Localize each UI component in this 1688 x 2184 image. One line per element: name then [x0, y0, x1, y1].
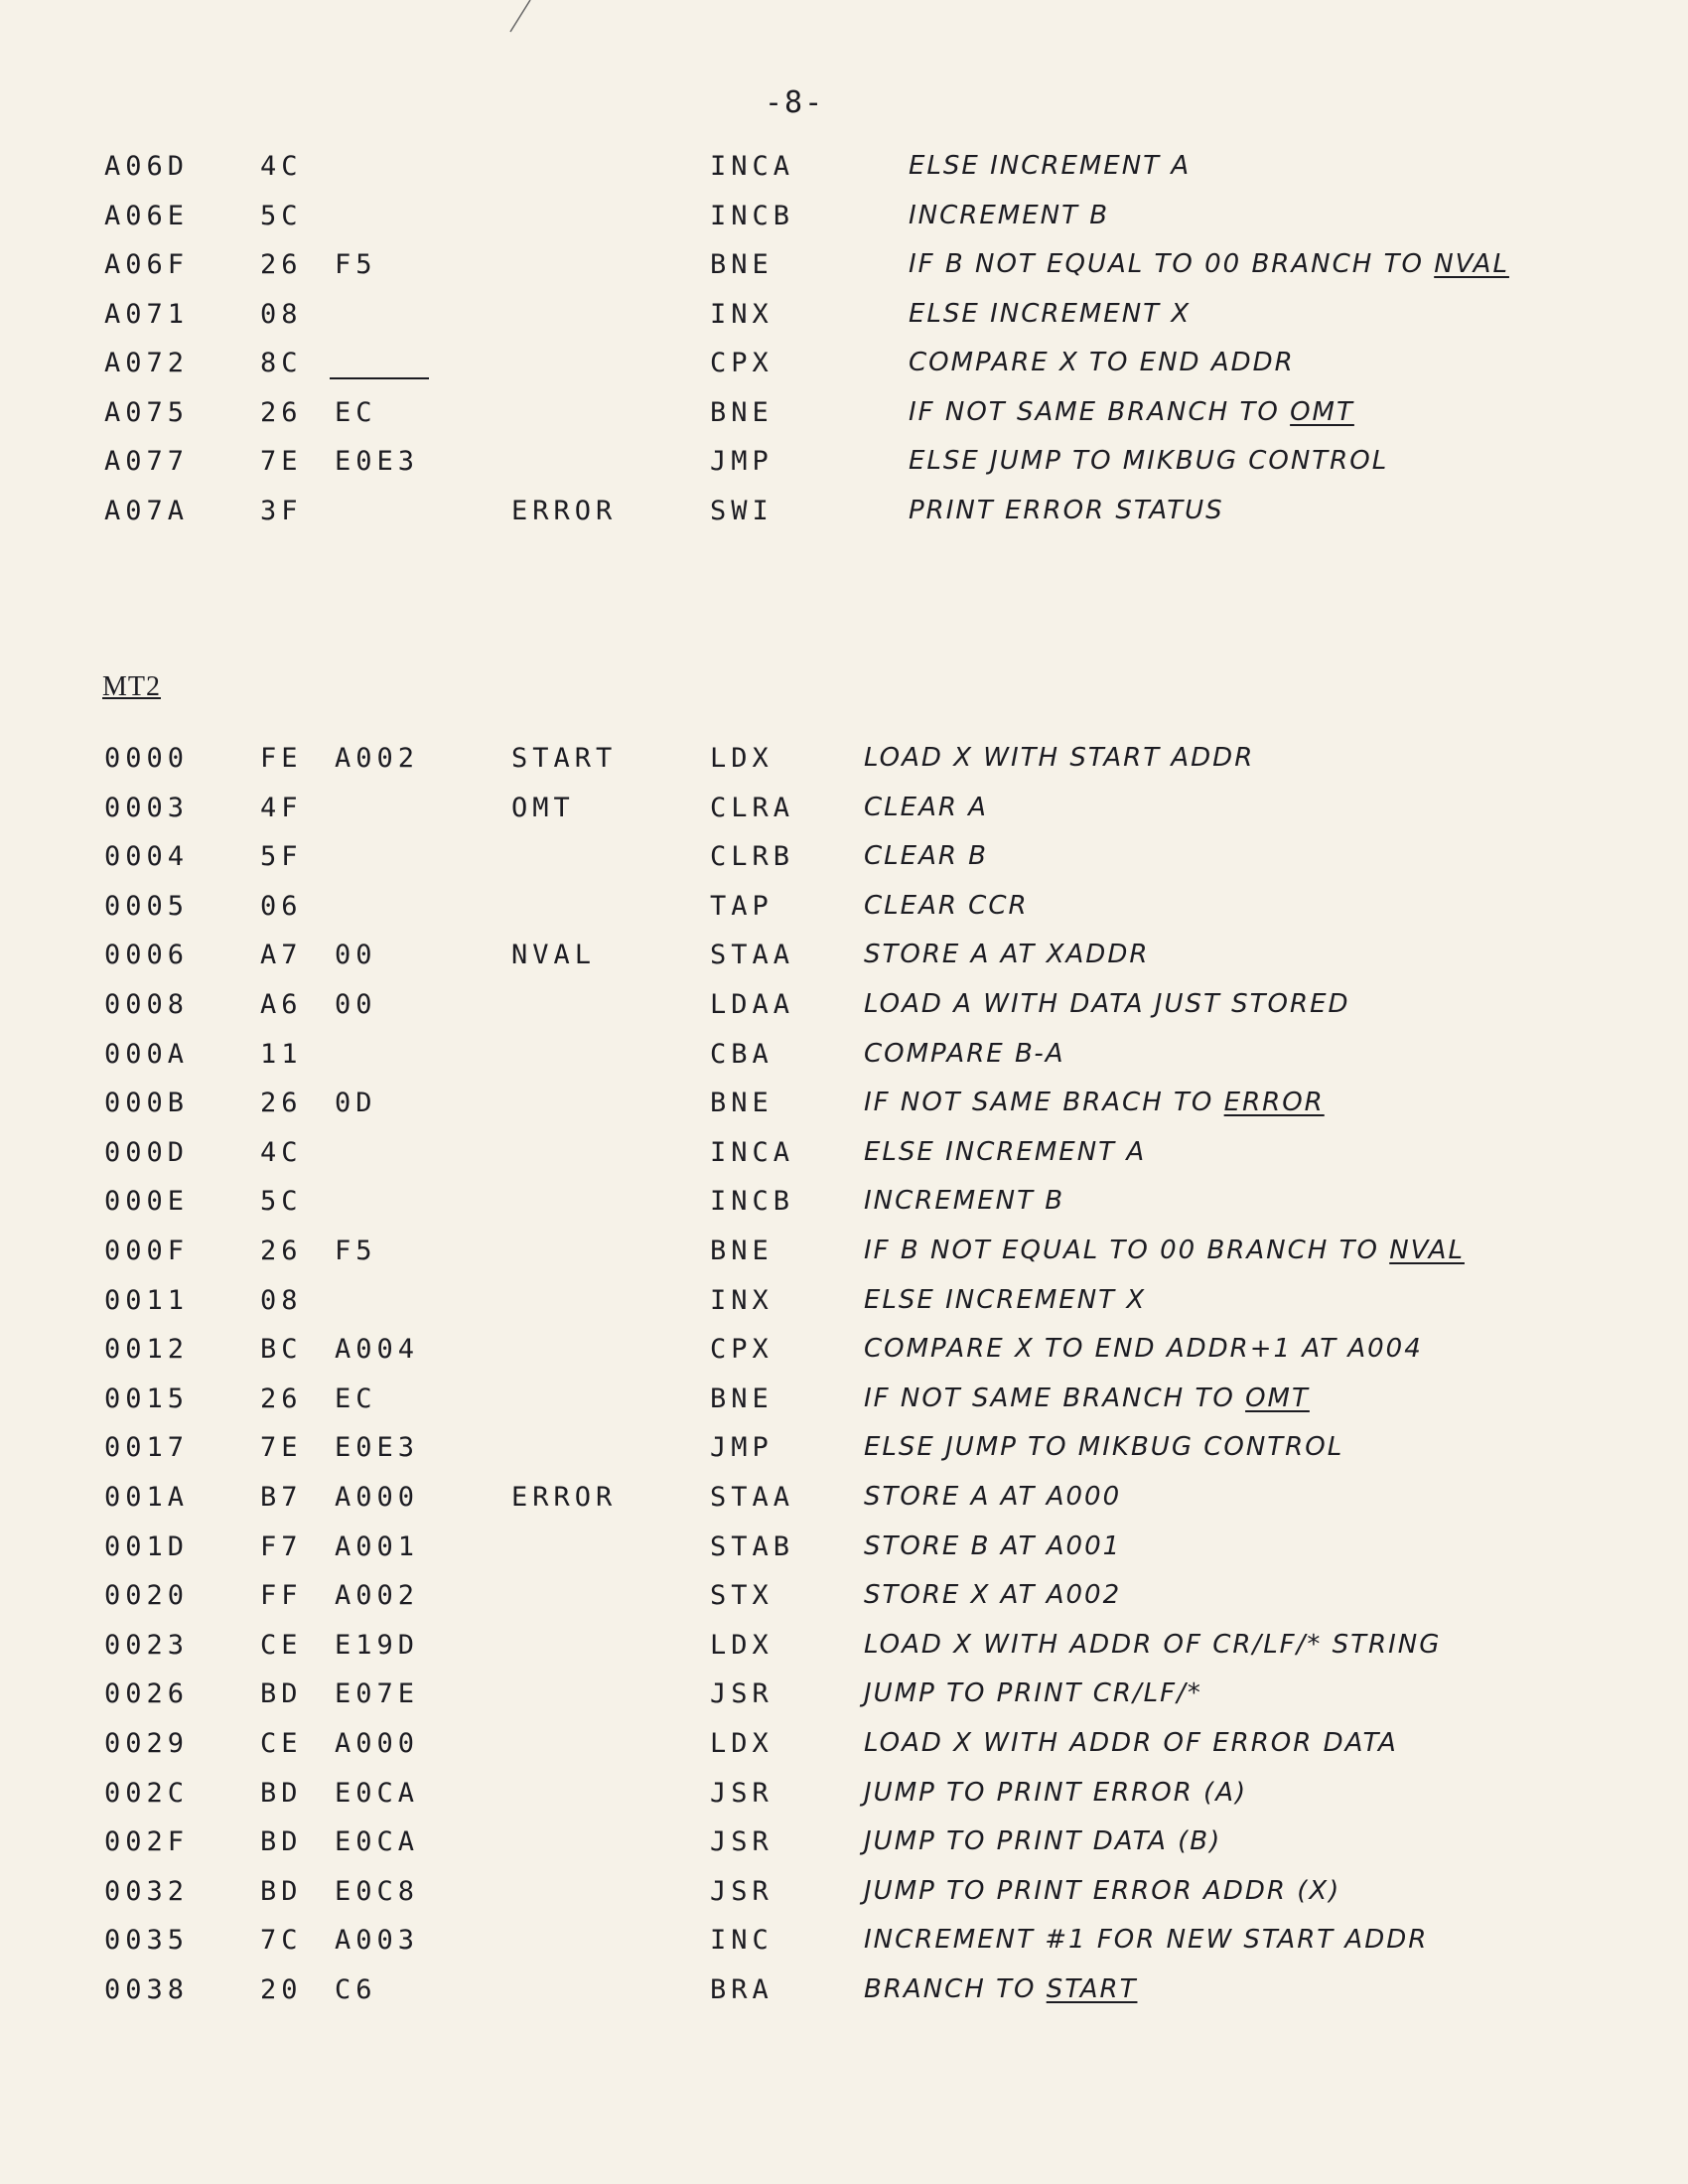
mnemonic-cell: INX	[710, 1284, 774, 1316]
listing-row	[0, 989, 1688, 1037]
opcode-cell: 7E	[260, 446, 303, 477]
comment-text: ELSE INCREMENT A	[909, 151, 1192, 181]
operand-cell: 00	[335, 940, 377, 971]
address-cell: A075	[104, 396, 190, 428]
opcode-cell: 5C	[260, 200, 303, 231]
comment-target-label: START	[1046, 1974, 1138, 2004]
comment-text: CLEAR CCR	[864, 890, 1029, 921]
mnemonic-cell: INCA	[710, 151, 795, 182]
address-cell: 0012	[104, 1334, 190, 1366]
opcode-cell: BD	[260, 1826, 303, 1858]
operand-cell: A003	[335, 1925, 420, 1957]
opcode-cell: B7	[260, 1482, 303, 1513]
address-cell: 000F	[104, 1236, 190, 1266]
mnemonic-cell: STAB	[710, 1530, 795, 1562]
comment-text: ELSE INCREMENT X	[909, 298, 1192, 329]
comment-cell	[864, 891, 1029, 921]
listing-row	[0, 891, 1688, 939]
listing-row	[0, 249, 1688, 297]
mnemonic-cell: CPX	[710, 1334, 774, 1366]
comment-text: COMPARE B-A	[864, 1038, 1065, 1069]
address-cell: 0011	[104, 1284, 190, 1316]
listing-row	[0, 1580, 1688, 1628]
comment-text: LOAD X WITH ADDR OF ERROR DATA	[864, 1728, 1398, 1758]
opcode-cell: 26	[260, 1383, 303, 1414]
opcode-cell: 4C	[260, 1136, 303, 1168]
operand-cell: E0E3	[335, 446, 420, 477]
address-cell: 0006	[104, 940, 190, 971]
label-cell: NVAL	[511, 940, 597, 971]
corner-pen-mark	[496, 0, 536, 40]
address-cell: 001D	[104, 1530, 190, 1562]
opcode-cell: 5F	[260, 841, 303, 873]
comment-cell	[864, 1186, 1064, 1216]
address-cell: 0003	[104, 792, 190, 823]
address-cell: A07A	[104, 495, 190, 526]
operand-cell: A002	[335, 743, 420, 774]
comment-cell	[909, 299, 1191, 329]
operand-cell: EC	[335, 396, 377, 428]
comment-text: JUMP TO PRINT ERROR (A)	[864, 1777, 1248, 1808]
comment-cell	[864, 1678, 1202, 1708]
listing-row	[0, 1876, 1688, 1924]
address-cell: 0026	[104, 1678, 190, 1710]
mnemonic-cell: INX	[710, 298, 774, 330]
comment-cell	[864, 1039, 1065, 1069]
comment-cell	[864, 1974, 1137, 2004]
operand-blank-line	[330, 377, 429, 379]
label-cell: OMT	[511, 792, 575, 823]
label-cell: START	[511, 743, 618, 774]
listing-row	[0, 1432, 1688, 1480]
listing-row	[0, 1482, 1688, 1529]
mnemonic-cell: INCA	[710, 1136, 795, 1168]
comment-cell	[864, 1630, 1441, 1660]
mnemonic-cell: LDX	[710, 1629, 774, 1661]
mnemonic-cell: SWI	[710, 495, 774, 526]
comment-text: JUMP TO PRINT ERROR ADDR (X)	[864, 1875, 1341, 1906]
opcode-cell: 7C	[260, 1925, 303, 1957]
listing-row	[0, 201, 1688, 248]
opcode-cell: 4C	[260, 151, 303, 182]
listing-row	[0, 1039, 1688, 1087]
opcode-cell: BD	[260, 1777, 303, 1809]
operand-cell: A000	[335, 1728, 420, 1759]
operand-cell: A001	[335, 1530, 420, 1562]
comment-cell	[909, 201, 1109, 230]
comment-text: STORE A AT XADDR	[864, 940, 1150, 970]
address-cell: 000A	[104, 1038, 190, 1070]
operand-cell: E19D	[335, 1629, 420, 1661]
address-cell: 0020	[104, 1580, 190, 1612]
listing-row	[0, 1334, 1688, 1382]
listing-row	[0, 397, 1688, 445]
comment-text: INCREMENT #1 FOR NEW START ADDR	[864, 1925, 1429, 1956]
opcode-cell: BD	[260, 1875, 303, 1907]
listing-row	[0, 1383, 1688, 1431]
comment-text: INCREMENT B	[909, 200, 1110, 230]
opcode-cell: 11	[260, 1038, 303, 1070]
listing-row	[0, 496, 1688, 543]
listing-row	[0, 1236, 1688, 1283]
address-cell: 000E	[104, 1186, 190, 1218]
comment-cell	[909, 397, 1354, 427]
listing-row	[0, 1728, 1688, 1776]
listing-row	[0, 1925, 1688, 1972]
comment-cell	[864, 1482, 1121, 1512]
opcode-cell: 06	[260, 890, 303, 922]
opcode-cell: FE	[260, 743, 303, 774]
mnemonic-cell: CLRA	[710, 792, 795, 823]
comment-cell	[909, 446, 1388, 476]
comment-cell	[864, 1432, 1343, 1462]
opcode-cell: 7E	[260, 1432, 303, 1464]
comment-cell	[864, 1580, 1121, 1610]
page-number: -8-	[765, 85, 825, 120]
listing-row	[0, 299, 1688, 347]
listing-row	[0, 1826, 1688, 1874]
mnemonic-cell: TAP	[710, 890, 774, 922]
comment-text: IF NOT SAME BRANCH TO	[864, 1383, 1246, 1413]
operand-cell: E07E	[335, 1678, 420, 1710]
comment-cell	[864, 1285, 1146, 1315]
comment-cell	[864, 1925, 1428, 1955]
opcode-cell: CE	[260, 1728, 303, 1759]
address-cell: 0035	[104, 1925, 190, 1957]
listing-row	[0, 1285, 1688, 1333]
comment-cell	[864, 1383, 1310, 1413]
listing-row	[0, 793, 1688, 840]
comment-text: ELSE JUMP TO MIKBUG CONTROL	[864, 1432, 1344, 1463]
listing-row	[0, 151, 1688, 199]
comment-text: IF B NOT EQUAL TO 00 BRANCH TO	[909, 249, 1435, 279]
comment-cell	[864, 1088, 1325, 1117]
listing-row	[0, 940, 1688, 987]
comment-text: PRINT ERROR STATUS	[909, 495, 1224, 525]
mnemonic-cell: BNE	[710, 1236, 774, 1266]
address-cell: 0004	[104, 841, 190, 873]
comment-cell	[864, 1876, 1340, 1906]
operand-cell: E0CA	[335, 1826, 420, 1858]
mnemonic-cell: BRA	[710, 1974, 774, 2005]
comment-cell	[864, 1778, 1247, 1808]
comment-cell	[864, 1531, 1121, 1561]
comment-cell	[864, 940, 1149, 969]
opcode-cell: 26	[260, 1236, 303, 1266]
comment-text: JUMP TO PRINT CR/LF/*	[864, 1678, 1202, 1709]
comment-text: CLEAR B	[864, 841, 989, 872]
address-cell: 0029	[104, 1728, 190, 1759]
comment-target-label: OMT	[1245, 1383, 1310, 1413]
opcode-cell: BC	[260, 1334, 303, 1366]
comment-cell	[864, 841, 988, 871]
mnemonic-cell: BNE	[710, 249, 774, 280]
mnemonic-cell: JMP	[710, 446, 774, 477]
opcode-cell: F7	[260, 1530, 303, 1562]
mnemonic-cell: INC	[710, 1925, 774, 1957]
mnemonic-cell: CLRB	[710, 841, 795, 873]
address-cell: A072	[104, 348, 190, 378]
operand-cell: 0D	[335, 1088, 377, 1119]
listing-row	[0, 743, 1688, 791]
operand-cell: F5	[335, 249, 377, 280]
operand-cell: E0E3	[335, 1432, 420, 1464]
operand-cell: F5	[335, 1236, 377, 1266]
mnemonic-cell: INCB	[710, 1186, 795, 1218]
address-cell: A077	[104, 446, 190, 477]
address-cell: 002F	[104, 1826, 190, 1858]
comment-cell	[864, 1728, 1398, 1758]
opcode-cell: 3F	[260, 495, 303, 526]
comment-text: INCREMENT B	[864, 1186, 1065, 1217]
opcode-cell: 08	[260, 298, 303, 330]
comment-cell	[864, 989, 1350, 1019]
listing-row	[0, 1678, 1688, 1726]
listing-row	[0, 1630, 1688, 1677]
listing-row	[0, 1186, 1688, 1234]
comment-text: STORE X AT A002	[864, 1580, 1122, 1611]
comment-cell	[864, 1334, 1423, 1364]
comment-text: STORE B AT A001	[864, 1530, 1122, 1561]
operand-cell: E0C8	[335, 1875, 420, 1907]
mnemonic-cell: STAA	[710, 1482, 795, 1513]
comment-cell	[909, 151, 1191, 181]
address-cell: A06E	[104, 200, 190, 231]
comment-target-label: ERROR	[1223, 1088, 1325, 1118]
address-cell: A06D	[104, 151, 190, 182]
operand-cell: A002	[335, 1580, 420, 1612]
comment-cell	[864, 743, 1254, 773]
opcode-cell: 26	[260, 396, 303, 428]
comment-text: BRANCH TO	[864, 1974, 1047, 2004]
listing-row	[0, 1778, 1688, 1825]
mnemonic-cell: LDX	[710, 1728, 774, 1759]
address-cell: 0023	[104, 1629, 190, 1661]
comment-text: CLEAR A	[864, 792, 988, 822]
operand-cell: EC	[335, 1383, 377, 1414]
section-title: MT2	[102, 671, 161, 702]
comment-cell	[909, 496, 1224, 525]
comment-text: COMPARE X TO END ADDR+1 AT A004	[864, 1334, 1423, 1365]
mnemonic-cell: JSR	[710, 1875, 774, 1907]
comment-text: ELSE INCREMENT X	[864, 1284, 1147, 1315]
mnemonic-cell: CPX	[710, 348, 774, 378]
address-cell: 0005	[104, 890, 190, 922]
operand-cell: E0CA	[335, 1777, 420, 1809]
opcode-cell: FF	[260, 1580, 303, 1612]
listing-row	[0, 1974, 1688, 2022]
comment-target-label: OMT	[1290, 396, 1354, 427]
label-cell: ERROR	[511, 1482, 618, 1513]
comment-text: LOAD X WITH ADDR OF CR/LF/* STRING	[864, 1629, 1442, 1660]
operand-cell: 00	[335, 989, 377, 1020]
comment-cell	[864, 1826, 1221, 1856]
mnemonic-cell: STX	[710, 1580, 774, 1612]
opcode-cell: 8C	[260, 348, 303, 378]
mnemonic-cell: JSR	[710, 1826, 774, 1858]
listing-row	[0, 446, 1688, 494]
opcode-cell: 08	[260, 1284, 303, 1316]
address-cell: 0017	[104, 1432, 190, 1464]
opcode-cell: 20	[260, 1974, 303, 2005]
mnemonic-cell: BNE	[710, 1383, 774, 1414]
comment-text: COMPARE X TO END ADDR	[909, 348, 1295, 377]
address-cell: 0015	[104, 1383, 190, 1414]
opcode-cell: A6	[260, 989, 303, 1020]
label-cell: ERROR	[511, 495, 618, 526]
comment-text: ELSE INCREMENT A	[864, 1136, 1147, 1167]
opcode-cell: 26	[260, 1088, 303, 1119]
opcode-cell: A7	[260, 940, 303, 971]
opcode-cell: CE	[260, 1629, 303, 1661]
address-cell: A071	[104, 298, 190, 330]
address-cell: 000B	[104, 1088, 190, 1119]
comment-text: IF NOT SAME BRANCH TO	[909, 396, 1291, 427]
mnemonic-cell: BNE	[710, 396, 774, 428]
address-cell: 0000	[104, 743, 190, 774]
address-cell: 0038	[104, 1974, 190, 2005]
mnemonic-cell: INCB	[710, 200, 795, 231]
comment-text: LOAD A WITH DATA JUST STORED	[864, 989, 1350, 1019]
comment-text: LOAD X WITH START ADDR	[864, 743, 1255, 773]
address-cell: 0032	[104, 1875, 190, 1907]
comment-text: STORE A AT A000	[864, 1482, 1122, 1512]
comment-target-label: NVAL	[1434, 249, 1509, 279]
listing-row	[0, 841, 1688, 889]
address-cell: 002C	[104, 1777, 190, 1809]
mnemonic-cell: JMP	[710, 1432, 774, 1464]
operand-cell: A000	[335, 1482, 420, 1513]
listing-row	[0, 1531, 1688, 1579]
operand-cell: C6	[335, 1974, 377, 2005]
mnemonic-cell: BNE	[710, 1088, 774, 1119]
comment-cell	[864, 1137, 1146, 1167]
mnemonic-cell: LDX	[710, 743, 774, 774]
comment-text: ELSE JUMP TO MIKBUG CONTROL	[909, 446, 1389, 476]
mnemonic-cell: CBA	[710, 1038, 774, 1070]
comment-text: JUMP TO PRINT DATA (B)	[864, 1826, 1222, 1857]
address-cell: 0008	[104, 989, 190, 1020]
comment-target-label: NVAL	[1389, 1236, 1465, 1265]
opcode-cell: 5C	[260, 1186, 303, 1218]
comment-cell	[909, 249, 1509, 279]
mnemonic-cell: JSR	[710, 1777, 774, 1809]
opcode-cell: 4F	[260, 792, 303, 823]
comment-cell	[864, 1236, 1465, 1265]
comment-text: IF NOT SAME BRACH TO	[864, 1088, 1224, 1118]
comment-cell	[909, 348, 1295, 377]
listing-row	[0, 1088, 1688, 1135]
address-cell: A06F	[104, 249, 190, 280]
mnemonic-cell: JSR	[710, 1678, 774, 1710]
operand-cell: A004	[335, 1334, 420, 1366]
listing-row	[0, 1137, 1688, 1185]
listing-row	[0, 348, 1688, 395]
mnemonic-cell: STAA	[710, 940, 795, 971]
opcode-cell: BD	[260, 1678, 303, 1710]
comment-cell	[864, 793, 988, 822]
address-cell: 001A	[104, 1482, 190, 1513]
comment-text: IF B NOT EQUAL TO 00 BRANCH TO	[864, 1236, 1390, 1265]
mnemonic-cell: LDAA	[710, 989, 795, 1020]
opcode-cell: 26	[260, 249, 303, 280]
address-cell: 000D	[104, 1136, 190, 1168]
